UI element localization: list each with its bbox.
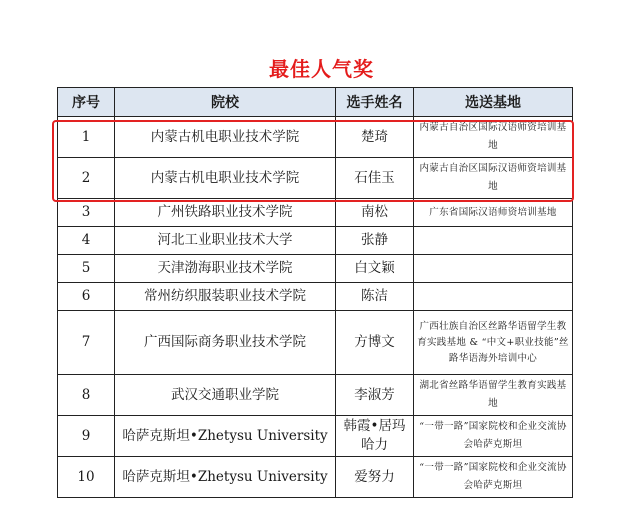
- highlight-box: [52, 120, 574, 202]
- row-name: 南松: [336, 199, 414, 227]
- table-row: [58, 416, 573, 457]
- row-base: [414, 227, 573, 255]
- row-base: 湖北省丝路华语留学生教育实践基地: [414, 375, 573, 416]
- table-row: [58, 457, 573, 498]
- header-base: 选送基地: [414, 88, 573, 117]
- row-base: 内蒙古自治区国际汉语师资培训基地: [414, 117, 573, 158]
- row-school: 河北工业职业技术大学: [115, 227, 336, 255]
- row-number: 6: [58, 283, 115, 311]
- row-base: 广西壮族自治区丝路华语留学生教育实践基地 & “中文+职业技能”丝路华语海外培训中心: [414, 311, 573, 375]
- row-base: “一带一路”国家院校和企业交流协会哈萨克斯坦: [414, 457, 573, 498]
- header-contestant-name: 选手姓名: [336, 88, 414, 117]
- award-title: 最佳人气奖: [269, 57, 374, 81]
- row-number: 2: [58, 158, 115, 199]
- table-row: [58, 311, 573, 375]
- row-name: 陈洁: [336, 283, 414, 311]
- table-row: [58, 283, 573, 311]
- row-school: 内蒙古机电职业技术学院: [115, 158, 336, 199]
- row-name: 石佳玉: [336, 158, 414, 199]
- row-base: “一带一路”国家院校和企业交流协会哈萨克斯坦: [414, 416, 573, 457]
- row-school: 广西国际商务职业技术学院: [115, 311, 336, 375]
- table-row: [58, 227, 573, 255]
- row-number: 8: [58, 375, 115, 416]
- row-school: 常州纺织服装职业技术学院: [115, 283, 336, 311]
- header-school: 院校: [115, 88, 336, 117]
- row-base: 广东省国际汉语师资培训基地: [414, 199, 573, 227]
- row-number: 5: [58, 255, 115, 283]
- row-school: 内蒙古机电职业技术学院: [115, 117, 336, 158]
- header-number: 序号: [58, 88, 115, 117]
- row-number: 10: [58, 457, 115, 498]
- row-school: 哈萨克斯坦•Zhetysu University: [115, 416, 336, 457]
- row-number: 7: [58, 311, 115, 375]
- table-header-row: [58, 88, 573, 117]
- row-school: 哈萨克斯坦•Zhetysu University: [115, 457, 336, 498]
- row-name: 楚琦: [336, 117, 414, 158]
- row-name: 李淑芳: [336, 375, 414, 416]
- row-number: 9: [58, 416, 115, 457]
- row-number: 1: [58, 117, 115, 158]
- row-school: 广州铁路职业技术学院: [115, 199, 336, 227]
- row-number: 4: [58, 227, 115, 255]
- table-row: [58, 199, 573, 227]
- row-name: 爱努力: [336, 457, 414, 498]
- row-base: [414, 255, 573, 283]
- row-school: 武汉交通职业学院: [115, 375, 336, 416]
- row-name: 方博文: [336, 311, 414, 375]
- table-row: [58, 375, 573, 416]
- row-base: 内蒙古自治区国际汉语师资培训基地: [414, 158, 573, 199]
- table-row: [58, 255, 573, 283]
- row-name: 韩霞•居玛哈力: [336, 416, 414, 457]
- row-name: 白文颖: [336, 255, 414, 283]
- row-base: [414, 283, 573, 311]
- row-school: 天津渤海职业技术学院: [115, 255, 336, 283]
- row-number: 3: [58, 199, 115, 227]
- row-name: 张静: [336, 227, 414, 255]
